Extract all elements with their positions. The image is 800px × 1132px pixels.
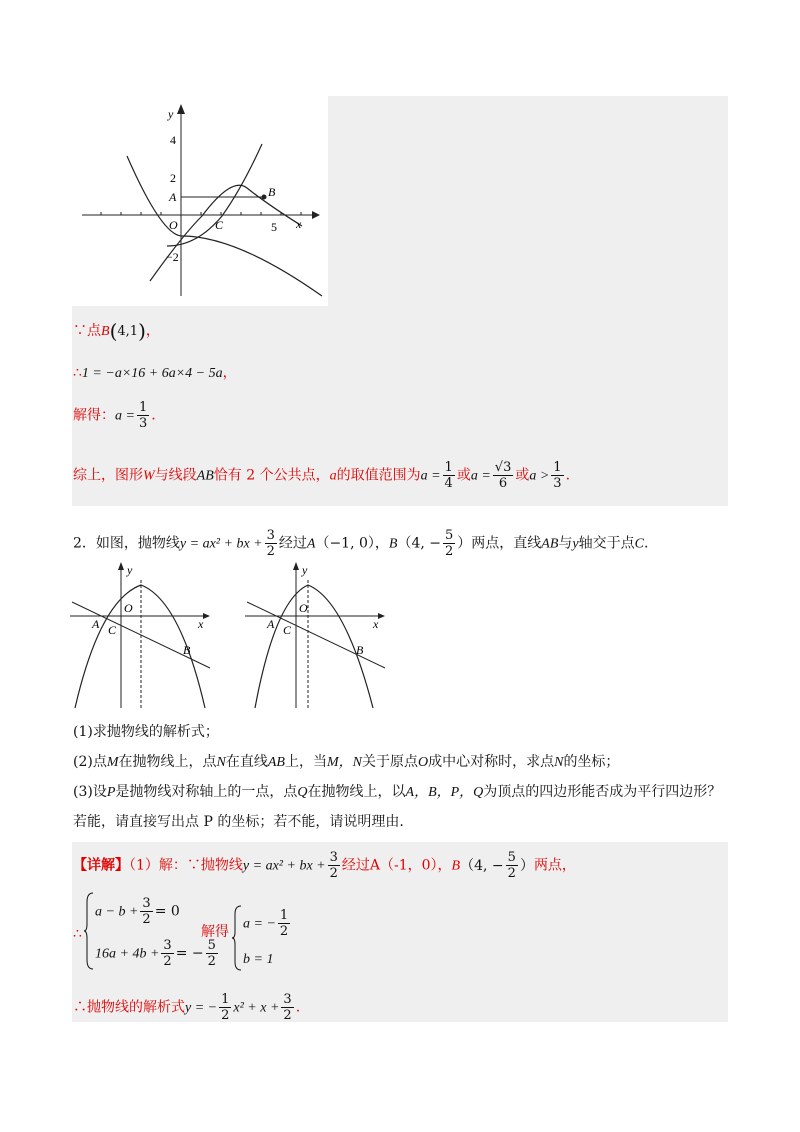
sol2-final: ∴抛物线的解析式y = − $\frac{1}{2}$ x² + x + $\frac{3}{2}$ . (73, 992, 301, 1023)
solve-label: 解得 (201, 924, 229, 940)
result-b: b = 1 (243, 952, 274, 967)
fig-left-A: A (92, 617, 100, 631)
graph1-tick-2: 2 (170, 171, 176, 185)
graph1-label-O: O (169, 218, 178, 232)
sol2-therefore: ∴ (73, 926, 82, 942)
sol1-line-1: ∵点B(4,1)， (73, 319, 160, 343)
sys-eq-1: a − b + $\frac{3}{2}$ = 0 (95, 896, 180, 927)
result-a: a = − $\frac{1}{2}$ (243, 908, 289, 939)
fig-right-O: O (299, 601, 308, 615)
graph1-label-A: A (169, 190, 177, 204)
fig-left-C: C (108, 623, 117, 637)
graph1-tick-4: 4 (170, 133, 176, 147)
fig-right-B: B (356, 643, 364, 657)
fig-right-A: A (267, 617, 275, 631)
fig-right-C: C (283, 623, 292, 637)
graph1-tick-5: 5 (271, 220, 277, 234)
graph1-label-C: C (215, 218, 224, 232)
graph1-x-label: x (296, 217, 302, 231)
sys-brace-left (84, 892, 94, 970)
fig-left-y: y (127, 563, 133, 577)
sol1-line-2: ∴1 = −a×16 + 6a×4 − 5a， (73, 365, 237, 381)
question-3-line-2: 若能，请直接写出点 P 的坐标；若不能，请说明理由. (73, 814, 404, 830)
sol1-line-3: 解得：a = $\frac{1}{3}$ . (73, 400, 156, 431)
graph1-tick-neg2: −2 (166, 250, 179, 264)
sol2-line-1: 【详解】（1）解：∵抛物线y = ax² + bx + $\frac{3}{2}$ 经过A（-1，0），B（4, − $\frac{5}{2}$ ）两点， (73, 850, 576, 881)
result-brace (232, 905, 242, 971)
fig-left-B: B (183, 643, 191, 657)
graph-figure-1 (72, 96, 328, 306)
problem2-statement: 2．如图，抛物线y = ax² + bx + $\frac{3}{2}$ 经过A（−1, 0），B（4, − $\frac{5}{2}$ ）两点，直线AB与y轴交于点C. (73, 528, 649, 559)
fig-left-x: x (198, 617, 204, 631)
problem2-figure-right (245, 560, 390, 710)
fig-right-y: y (302, 563, 308, 577)
graph1-label-B: B (268, 185, 276, 199)
question-3: (3)设P是抛物线对称轴上的一点，点Q在抛物线上，以A，B，P，Q为顶点的四边形能否成为平行四边形？ (73, 784, 722, 800)
graph1-y-label: y (168, 107, 174, 121)
fig-left-O: O (124, 601, 133, 615)
detail-tag: 【详解】 (73, 857, 129, 874)
problem2-figure-left (70, 560, 215, 710)
question-1: (1)求抛物线的解析式； (73, 724, 219, 740)
question-2: (2)点M在抛物线上，点N在直线AB上，当M，N关于原点O成中心对称时，求点N的坐标； (73, 754, 620, 770)
sys-eq-2: 16a + 4b + $\frac{3}{2}$ = − $\frac{5}{2}$ (95, 938, 216, 969)
fig-right-x: x (373, 617, 379, 631)
sol1-conclusion: 综上，图形W与线段AB恰有 2 个公共点，a的取值范围为a = $\frac{1}{4}$ 或a = $\frac{√3}{6}$ 或a > $\frac{1}{3}$ . (73, 460, 571, 491)
